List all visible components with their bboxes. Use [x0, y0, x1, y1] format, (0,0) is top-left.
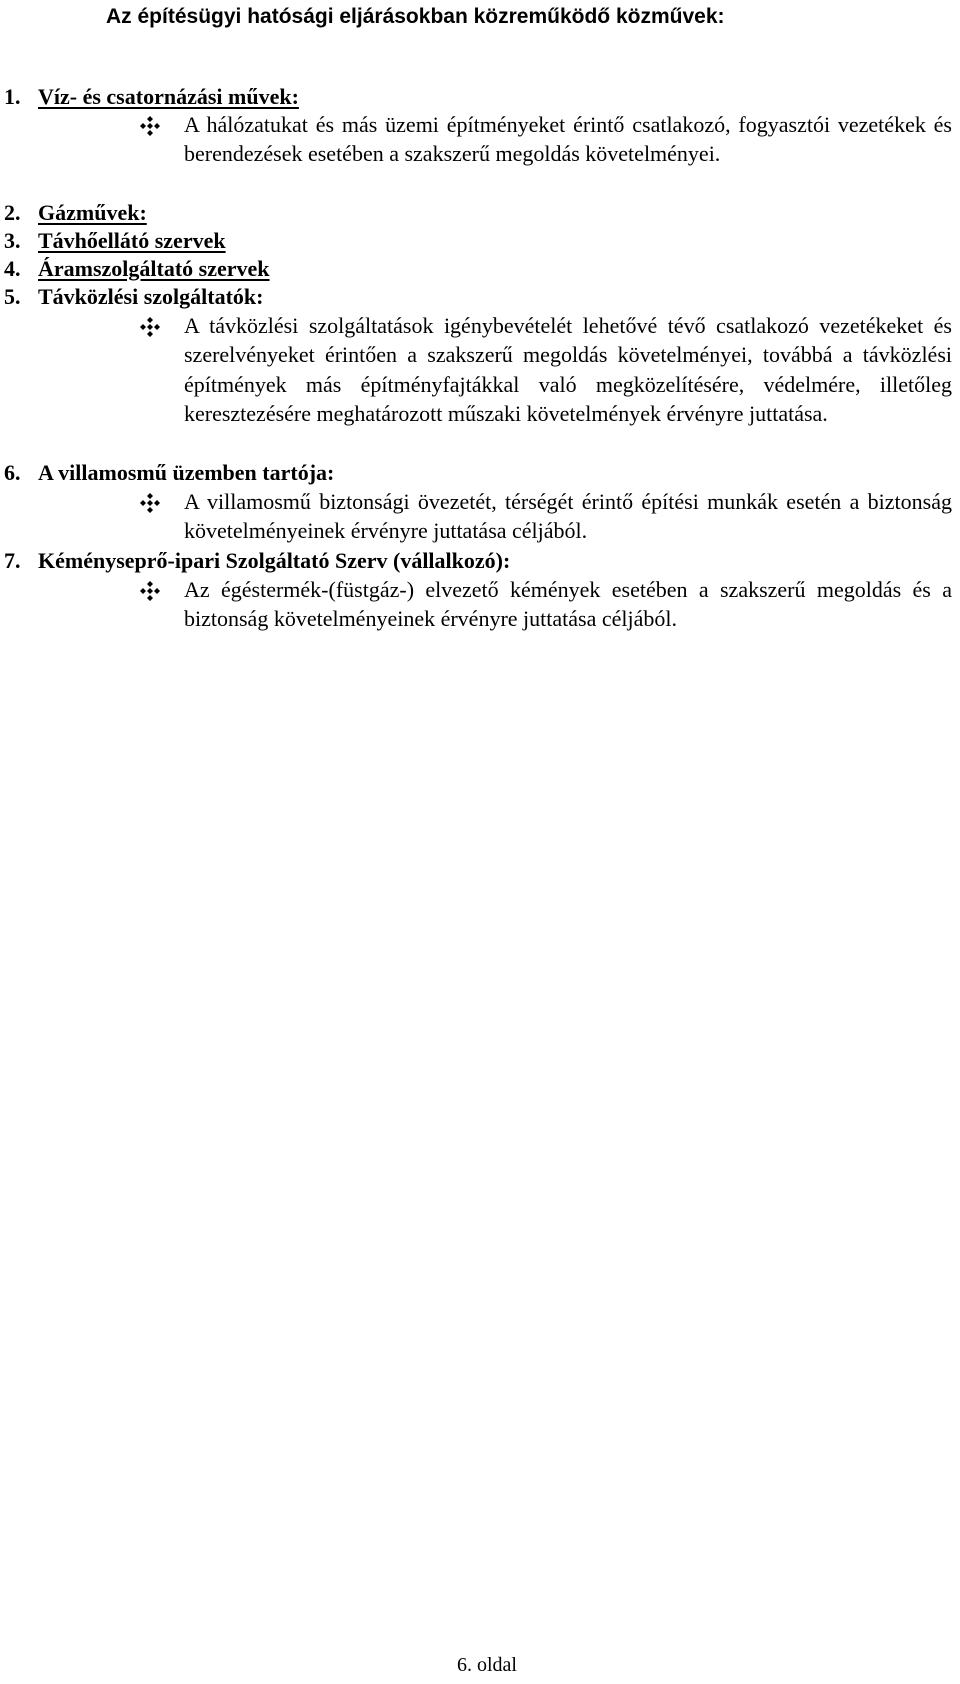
four-diamond-bullet-icon — [140, 116, 160, 136]
four-diamond-bullet-icon — [140, 493, 160, 513]
bullet-text: A távközlési szolgáltatások igénybevételét lehetővé tévő csatlakozó vezetékeket és szerelvényeket érintően a szakszerű megoldás követelményei, továbbá a távközlési építmények más építményfajtákkal való megközelítésére, védelmére, illetőleg keresztezésére meghatározott műszaki követelmények érvényre juttatása. — [184, 313, 952, 427]
page-title: Az építésügyi hatósági eljárásokban közreműködő közművek: — [106, 5, 725, 28]
page-number: 6. oldal — [457, 1654, 517, 1676]
bullet-text: A hálózatukat és más üzemi építményeket érintő csatlakozó, fogyasztói vezetékek és berendezések esetében a szakszerű megoldás követelményei. — [184, 112, 952, 167]
item-number: 4. — [4, 256, 21, 281]
list-item-gas — [4, 198, 147, 228]
list-item-district-heating — [4, 226, 226, 256]
item-label: Távhőellátó szervek — [38, 228, 226, 253]
item-label: A villamosmű üzemben tartója: — [38, 460, 335, 485]
bullet-telecom — [140, 311, 952, 429]
bullet-chimney-sweep — [140, 575, 952, 634]
item-label: Víz- és csatornázási művek: — [38, 84, 299, 109]
item-number: 2. — [4, 200, 21, 225]
item-number: 1. — [4, 84, 21, 109]
list-item-power-plant — [4, 458, 334, 488]
item-label: Kéményseprő-ipari Szolgáltató Szerv (vállalkozó): — [38, 548, 511, 573]
item-number: 5. — [4, 284, 21, 309]
item-label: Gázművek: — [38, 200, 147, 225]
four-diamond-bullet-icon — [140, 317, 160, 337]
bullet-water — [140, 110, 952, 169]
item-number: 6. — [4, 460, 21, 485]
list-item-chimney-sweep — [4, 546, 510, 576]
bullet-power-plant — [140, 487, 952, 546]
bullet-text: Az égéstermék-(füstgáz-) elvezető kémények esetében a szakszerű megoldás és a biztonság követelményeinek érvényre juttatása céljából. — [184, 577, 952, 632]
item-number: 3. — [4, 228, 21, 253]
four-diamond-bullet-icon — [140, 581, 160, 601]
bullet-text: A villamosmű biztonsági övezetét, térségét érintő építési munkák esetén a biztonság követelményeinek érvényre juttatása céljából. — [184, 489, 952, 544]
item-label: Távközlési szolgáltatók: — [38, 284, 264, 309]
item-number: 7. — [4, 548, 21, 573]
list-item-electricity — [4, 254, 270, 284]
item-label: Áramszolgáltató szervek — [38, 256, 270, 281]
list-item-telecom — [4, 282, 264, 312]
list-item-water — [4, 82, 299, 112]
